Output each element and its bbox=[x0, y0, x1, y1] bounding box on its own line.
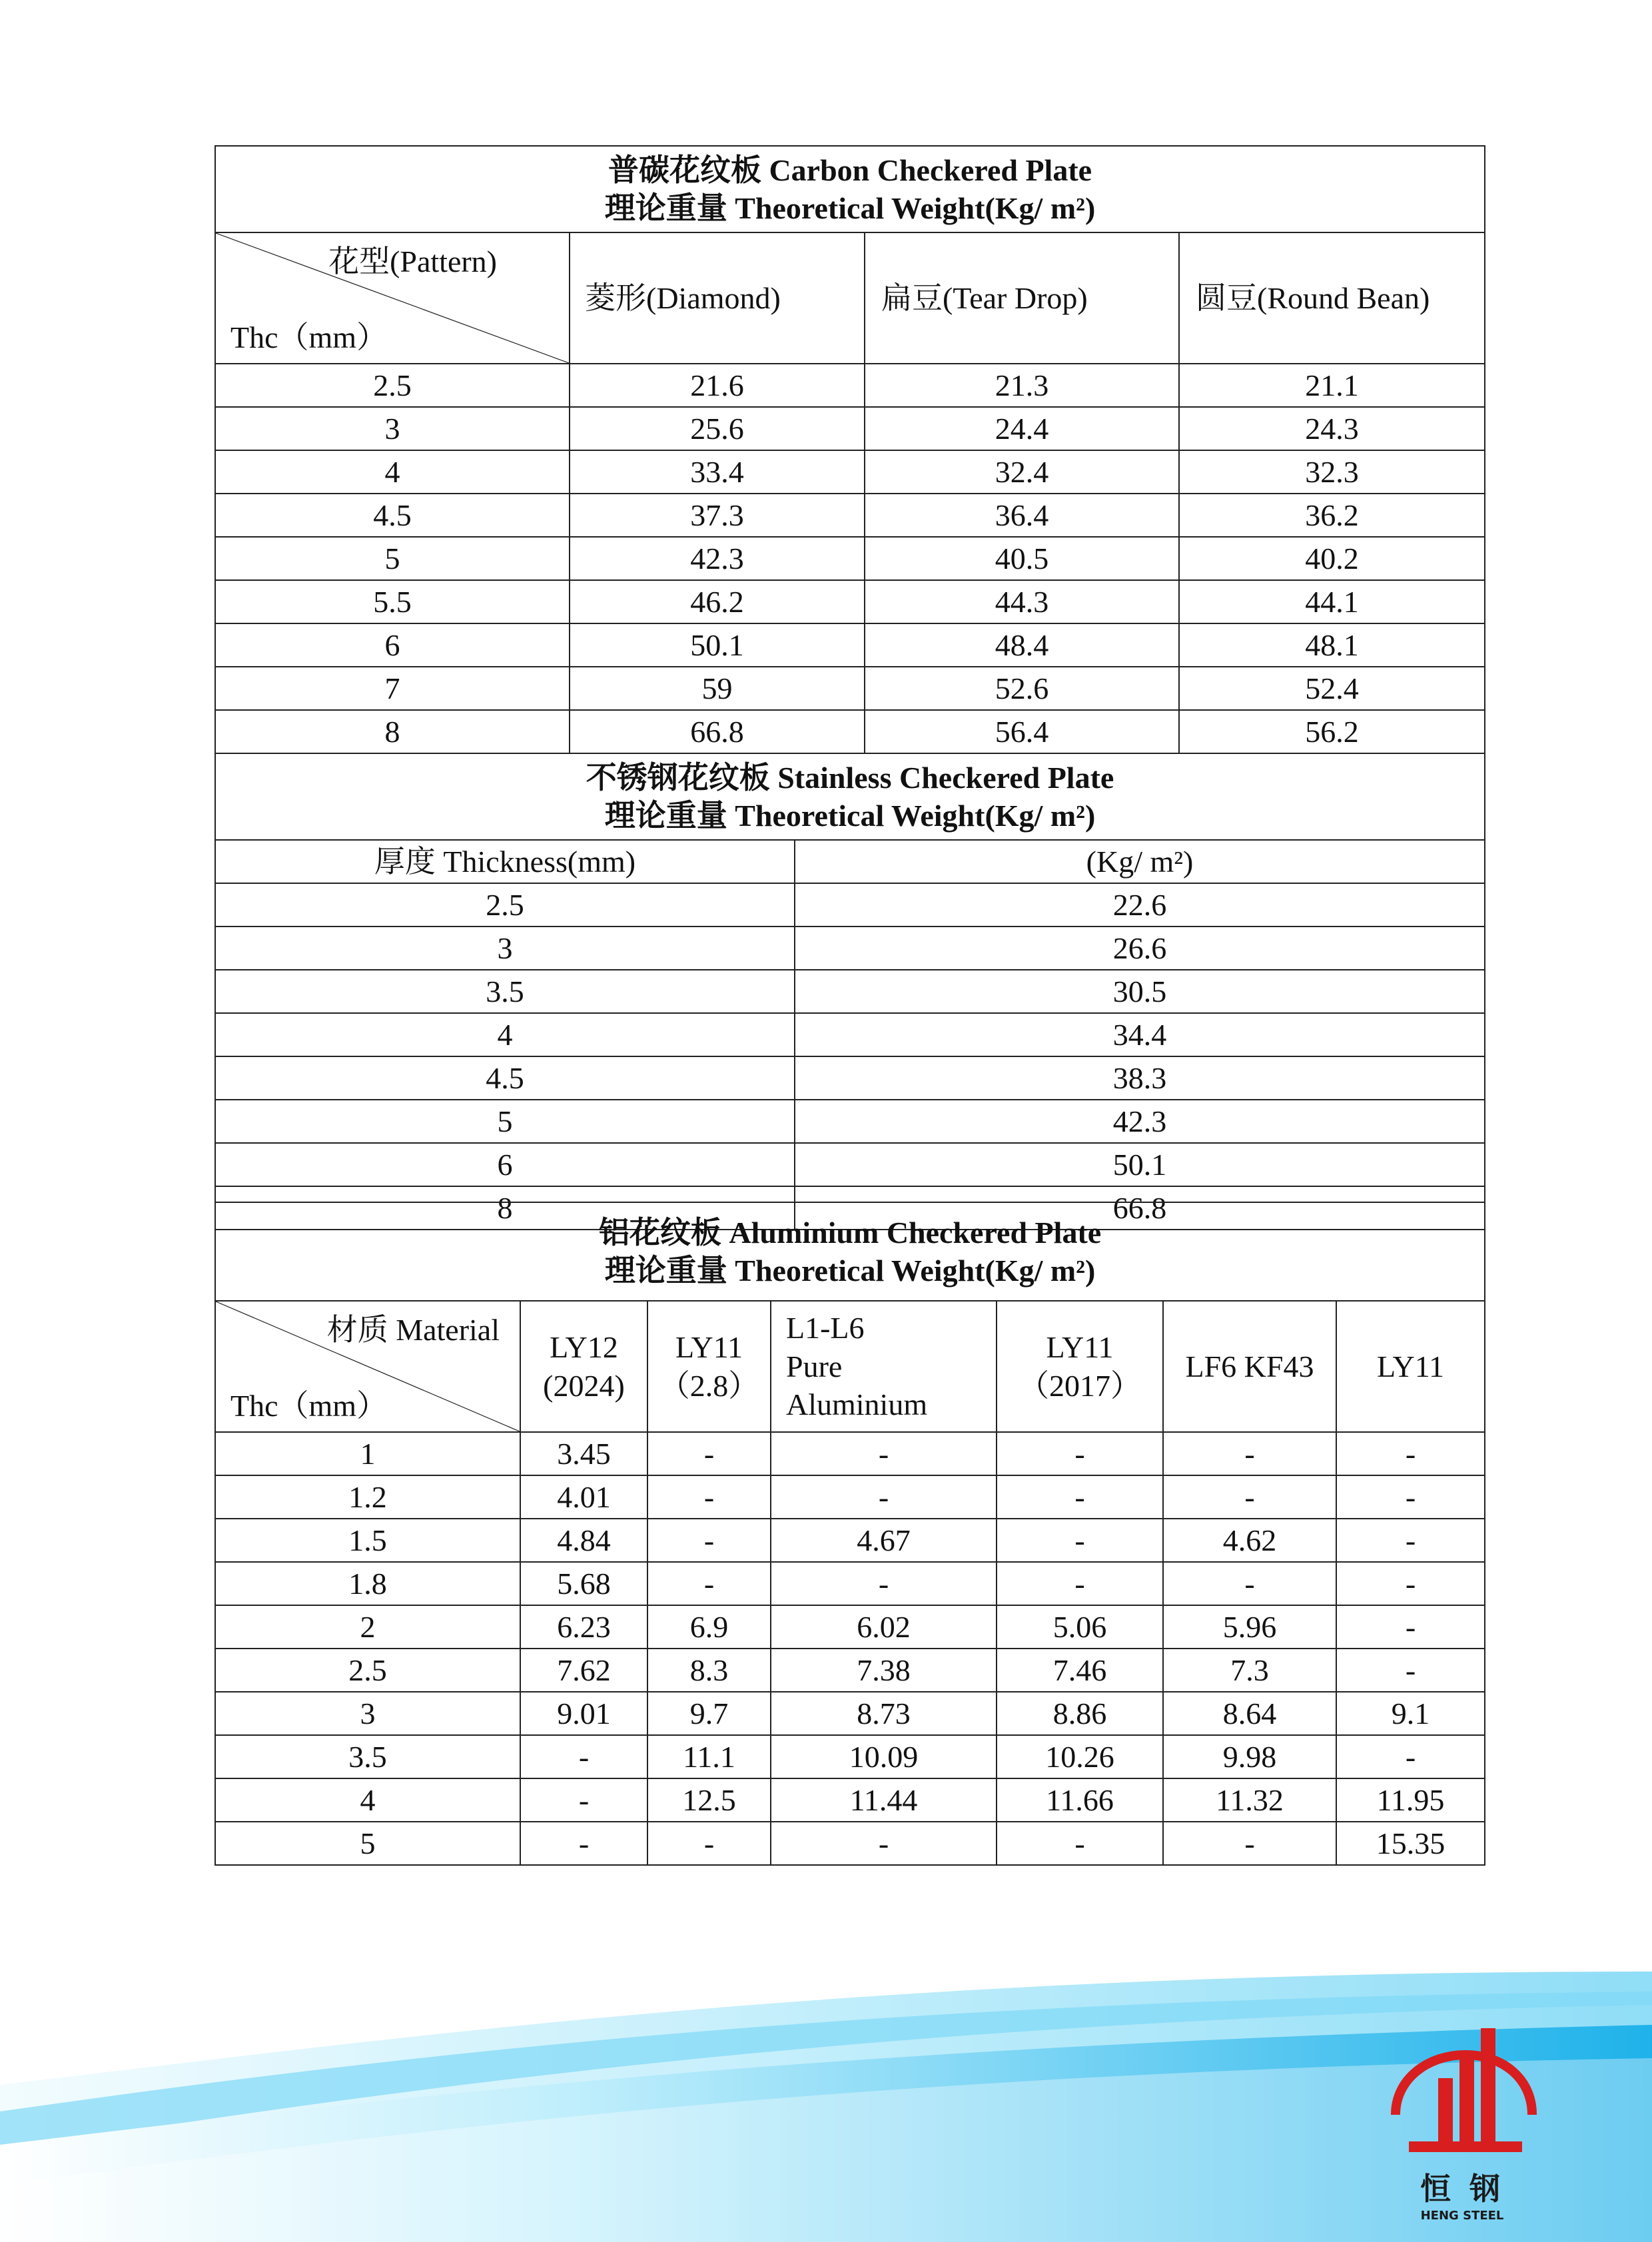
thickness-cell: 4 bbox=[215, 450, 570, 494]
weight-cell: 8.64 bbox=[1163, 1692, 1336, 1735]
table-row bbox=[215, 1649, 1485, 1692]
weight-cell: 4.67 bbox=[771, 1519, 997, 1562]
table-row bbox=[215, 407, 1485, 450]
weight-cell: 5.68 bbox=[520, 1562, 647, 1605]
weight-cell: 4.62 bbox=[1163, 1519, 1336, 1562]
table-row bbox=[215, 927, 1485, 970]
weight-cell: 21.1 bbox=[1179, 364, 1485, 407]
thickness-cell: 4.5 bbox=[215, 494, 570, 537]
weight-cell: - bbox=[1163, 1432, 1336, 1475]
thickness-cell: 4.5 bbox=[215, 1056, 795, 1100]
weight-cell: 48.4 bbox=[865, 623, 1179, 667]
stainless-col-weight: (Kg/ m²) bbox=[795, 840, 1485, 883]
thickness-cell: 3 bbox=[215, 1692, 520, 1735]
weight-cell: 10.09 bbox=[771, 1735, 997, 1778]
col-header-line: Aluminium bbox=[786, 1387, 928, 1422]
weight-cell: 66.8 bbox=[570, 710, 865, 753]
weight-cell: 12.5 bbox=[647, 1778, 771, 1822]
weight-cell: 4.01 bbox=[520, 1475, 647, 1519]
table-row bbox=[215, 1692, 1485, 1735]
weight-cell: - bbox=[1163, 1562, 1336, 1605]
weight-cell: - bbox=[997, 1432, 1163, 1475]
weight-cell: 8.3 bbox=[647, 1649, 771, 1692]
thickness-cell: 2.5 bbox=[215, 1649, 520, 1692]
weight-cell: - bbox=[647, 1519, 771, 1562]
col-header-line: （2017） bbox=[1019, 1368, 1141, 1403]
weight-cell: 40.5 bbox=[865, 537, 1179, 580]
weight-cell: 46.2 bbox=[570, 580, 865, 623]
aluminium-title-row bbox=[215, 1202, 1485, 1301]
weight-cell: 34.4 bbox=[795, 1013, 1485, 1056]
thickness-cell: 3 bbox=[215, 927, 795, 970]
aluminium-title-weight: 理论重量 Theoretical Weight(Kg/ m²) bbox=[604, 1254, 1096, 1288]
table-row bbox=[215, 364, 1485, 407]
weight-cell: 11.44 bbox=[771, 1778, 997, 1822]
weight-cell: 6.9 bbox=[647, 1605, 771, 1649]
weight-cell: 11.66 bbox=[997, 1778, 1163, 1822]
carbon-title-cn: 普碳花纹板 Carbon Checkered Plate bbox=[608, 153, 1092, 187]
thickness-cell: 1.5 bbox=[215, 1519, 520, 1562]
table-row bbox=[215, 494, 1485, 537]
thickness-cell: 1.8 bbox=[215, 1562, 520, 1605]
weight-cell: - bbox=[520, 1822, 647, 1865]
aluminium-col-header bbox=[1336, 1301, 1485, 1432]
weight-cell: 52.4 bbox=[1179, 667, 1485, 710]
weight-cell: 44.3 bbox=[865, 580, 1179, 623]
col-header-line: LF6 KF43 bbox=[1185, 1349, 1314, 1383]
aluminium-top-label: 材质 Material bbox=[326, 1313, 500, 1347]
weight-cell: 42.3 bbox=[570, 537, 865, 580]
thickness-cell: 2.5 bbox=[215, 364, 570, 407]
carbon-title-weight: 理论重量 Theoretical Weight(Kg/ m²) bbox=[604, 191, 1096, 225]
table-row bbox=[215, 1822, 1485, 1865]
aluminium-bottom-label: Thc（mm） bbox=[230, 1388, 388, 1423]
aluminium-col-header bbox=[997, 1301, 1163, 1432]
weight-cell: - bbox=[771, 1562, 997, 1605]
weight-cell: 9.1 bbox=[1336, 1692, 1485, 1735]
weight-cell: 56.4 bbox=[865, 710, 1179, 753]
carbon-col-header: 菱形(Diamond) bbox=[570, 232, 865, 364]
weight-cell: 33.4 bbox=[570, 450, 865, 494]
carbon-col-header: 圆豆(Round Bean) bbox=[1179, 232, 1485, 364]
table-row bbox=[215, 1432, 1485, 1475]
thickness-cell: 5 bbox=[215, 1822, 520, 1865]
weight-cell: 10.26 bbox=[997, 1735, 1163, 1778]
aluminium-title-cn: 铝花纹板 Aluminium Checkered Plate bbox=[598, 1215, 1102, 1250]
weight-cell: - bbox=[647, 1562, 771, 1605]
stainless-title-cn: 不锈钢花纹板 Stainless Checkered Plate bbox=[586, 760, 1114, 795]
weight-cell: - bbox=[647, 1475, 771, 1519]
stainless-title-row bbox=[215, 753, 1485, 840]
weight-cell: - bbox=[647, 1822, 771, 1865]
weight-cell: - bbox=[771, 1475, 997, 1519]
table-row bbox=[215, 1562, 1485, 1605]
col-header-line: Pure bbox=[786, 1349, 843, 1383]
table-row bbox=[215, 580, 1485, 623]
weight-cell: - bbox=[520, 1778, 647, 1822]
col-header-line: LY11 bbox=[1377, 1349, 1445, 1383]
weight-cell: 7.62 bbox=[520, 1649, 647, 1692]
table-row bbox=[215, 1605, 1485, 1649]
thickness-cell: 6 bbox=[215, 1143, 795, 1186]
weight-table bbox=[214, 145, 1485, 1230]
weight-cell: 21.6 bbox=[570, 364, 865, 407]
weight-cell: 24.3 bbox=[1179, 407, 1485, 450]
weight-cell: 38.3 bbox=[795, 1056, 1485, 1100]
col-header-line: LY11 bbox=[675, 1330, 743, 1364]
table-row bbox=[215, 1475, 1485, 1519]
carbon-col-header: 扁豆(Tear Drop) bbox=[865, 232, 1179, 364]
aluminium-col-header bbox=[647, 1301, 771, 1432]
weight-cell: 21.3 bbox=[865, 364, 1179, 407]
weight-cell: 4.84 bbox=[520, 1519, 647, 1562]
weight-cell: 56.2 bbox=[1179, 710, 1485, 753]
col-header-line: LY12 bbox=[550, 1330, 618, 1364]
weight-cell: - bbox=[997, 1562, 1163, 1605]
weight-cell: 6.02 bbox=[771, 1605, 997, 1649]
weight-cell: 24.4 bbox=[865, 407, 1179, 450]
thickness-cell: 8 bbox=[215, 1186, 795, 1230]
weight-cell: 50.1 bbox=[795, 1143, 1485, 1186]
thickness-cell: 5 bbox=[215, 537, 570, 580]
aluminium-col-header bbox=[1163, 1301, 1336, 1432]
aluminium-col-header bbox=[771, 1301, 997, 1432]
thickness-cell: 2.5 bbox=[215, 883, 795, 927]
aluminium-col-header bbox=[520, 1301, 647, 1432]
table-row bbox=[215, 667, 1485, 710]
table-row bbox=[215, 1519, 1485, 1562]
weight-cell: 7.46 bbox=[997, 1649, 1163, 1692]
thickness-cell: 4 bbox=[215, 1778, 520, 1822]
table-row bbox=[215, 450, 1485, 494]
weight-cell: - bbox=[997, 1519, 1163, 1562]
table-row bbox=[215, 1143, 1485, 1186]
table-row bbox=[215, 710, 1485, 753]
stainless-col-thickness: 厚度 Thickness(mm) bbox=[215, 840, 795, 883]
logo-name-en: HENG STEEL bbox=[1420, 2209, 1504, 2223]
table-row bbox=[215, 537, 1485, 580]
weight-cell: 6.23 bbox=[520, 1605, 647, 1649]
weight-cell: 37.3 bbox=[570, 494, 865, 537]
weight-cell: - bbox=[1336, 1649, 1485, 1692]
weight-cell: 26.6 bbox=[795, 927, 1485, 970]
weight-cell: 11.32 bbox=[1163, 1778, 1336, 1822]
thickness-cell: 3.5 bbox=[215, 970, 795, 1013]
weight-cell: 7.38 bbox=[771, 1649, 997, 1692]
weight-cell: 30.5 bbox=[795, 970, 1485, 1013]
weight-cell: 15.35 bbox=[1336, 1822, 1485, 1865]
weight-cell: 5.06 bbox=[997, 1605, 1163, 1649]
weight-cell: - bbox=[771, 1432, 997, 1475]
heng-steel-logo bbox=[1382, 2015, 1542, 2223]
weight-cell: 40.2 bbox=[1179, 537, 1485, 580]
weight-cell: - bbox=[997, 1475, 1163, 1519]
weight-cell: 25.6 bbox=[570, 407, 865, 450]
table-row bbox=[215, 970, 1485, 1013]
weight-cell: 32.4 bbox=[865, 450, 1179, 494]
table-row bbox=[215, 1100, 1485, 1143]
weight-cell: 9.98 bbox=[1163, 1735, 1336, 1778]
carbon-title-row bbox=[215, 146, 1485, 232]
weight-cell: 36.4 bbox=[865, 494, 1179, 537]
thickness-cell: 5.5 bbox=[215, 580, 570, 623]
col-header-line: LY11 bbox=[1046, 1330, 1114, 1364]
weight-cell: 42.3 bbox=[795, 1100, 1485, 1143]
table-row bbox=[215, 1778, 1485, 1822]
thickness-cell: 6 bbox=[215, 623, 570, 667]
weight-cell: 36.2 bbox=[1179, 494, 1485, 537]
carbon-header-row bbox=[215, 232, 1485, 364]
weight-cell: - bbox=[1163, 1822, 1336, 1865]
col-header-line: （2.8） bbox=[659, 1368, 759, 1403]
thickness-cell: 3 bbox=[215, 407, 570, 450]
weight-cell: - bbox=[997, 1822, 1163, 1865]
aluminium-header-row bbox=[215, 1301, 1485, 1432]
weight-cell: 11.95 bbox=[1336, 1778, 1485, 1822]
weight-cell: 8.86 bbox=[997, 1692, 1163, 1735]
weight-cell: 9.01 bbox=[520, 1692, 647, 1735]
weight-cell: 66.8 bbox=[795, 1186, 1485, 1230]
weight-cell: 52.6 bbox=[865, 667, 1179, 710]
thickness-cell: 2 bbox=[215, 1605, 520, 1649]
table-row bbox=[215, 1013, 1485, 1056]
weight-cell: 8.73 bbox=[771, 1692, 997, 1735]
weight-cell: 11.1 bbox=[647, 1735, 771, 1778]
thickness-cell: 1.2 bbox=[215, 1475, 520, 1519]
weight-cell: 44.1 bbox=[1179, 580, 1485, 623]
weight-cell: 5.96 bbox=[1163, 1605, 1336, 1649]
weight-cell: 22.6 bbox=[795, 883, 1485, 927]
table-row bbox=[215, 1735, 1485, 1778]
weight-cell: - bbox=[1163, 1475, 1336, 1519]
thickness-cell: 5 bbox=[215, 1100, 795, 1143]
thickness-cell: 8 bbox=[215, 710, 570, 753]
weight-cell: - bbox=[1336, 1432, 1485, 1475]
thickness-cell: 1 bbox=[215, 1432, 520, 1475]
weight-cell: - bbox=[520, 1735, 647, 1778]
table-row bbox=[215, 623, 1485, 667]
stainless-title-weight: 理论重量 Theoretical Weight(Kg/ m²) bbox=[604, 799, 1096, 833]
logo-name-cn: 恒 钢 bbox=[1420, 2171, 1504, 2207]
weight-cell: - bbox=[647, 1432, 771, 1475]
building-logo-icon bbox=[1382, 2015, 1542, 2161]
weight-cell: - bbox=[1336, 1605, 1485, 1649]
stainless-title bbox=[215, 753, 1485, 840]
carbon-title bbox=[215, 146, 1485, 232]
aluminium-corner-header bbox=[215, 1301, 520, 1432]
weight-cell: - bbox=[771, 1822, 997, 1865]
col-header-line: L1-L6 bbox=[786, 1311, 865, 1345]
col-header-line: (2024) bbox=[543, 1368, 625, 1403]
aluminium-title bbox=[215, 1202, 1485, 1301]
weight-cell: 3.45 bbox=[520, 1432, 647, 1475]
thickness-cell: 7 bbox=[215, 667, 570, 710]
table-row bbox=[215, 1056, 1485, 1100]
weight-cell: 50.1 bbox=[570, 623, 865, 667]
weight-cell: - bbox=[1336, 1735, 1485, 1778]
table-row bbox=[215, 883, 1485, 927]
aluminium-table bbox=[214, 1202, 1485, 1866]
weight-cell: 32.3 bbox=[1179, 450, 1485, 494]
thickness-cell: 4 bbox=[215, 1013, 795, 1056]
weight-cell: 59 bbox=[570, 667, 865, 710]
carbon-corner-header bbox=[215, 232, 570, 364]
weight-cell: - bbox=[1336, 1475, 1485, 1519]
weight-cell: 9.7 bbox=[647, 1692, 771, 1735]
weight-cell: 48.1 bbox=[1179, 623, 1485, 667]
weight-cell: - bbox=[1336, 1519, 1485, 1562]
thickness-cell: 3.5 bbox=[215, 1735, 520, 1778]
carbon-top-label: 花型(Pattern) bbox=[328, 244, 497, 278]
weight-cell: - bbox=[1336, 1562, 1485, 1605]
weight-cell: 7.3 bbox=[1163, 1649, 1336, 1692]
carbon-bottom-label: Thc（mm） bbox=[230, 320, 388, 354]
stainless-header-row bbox=[215, 840, 1485, 883]
